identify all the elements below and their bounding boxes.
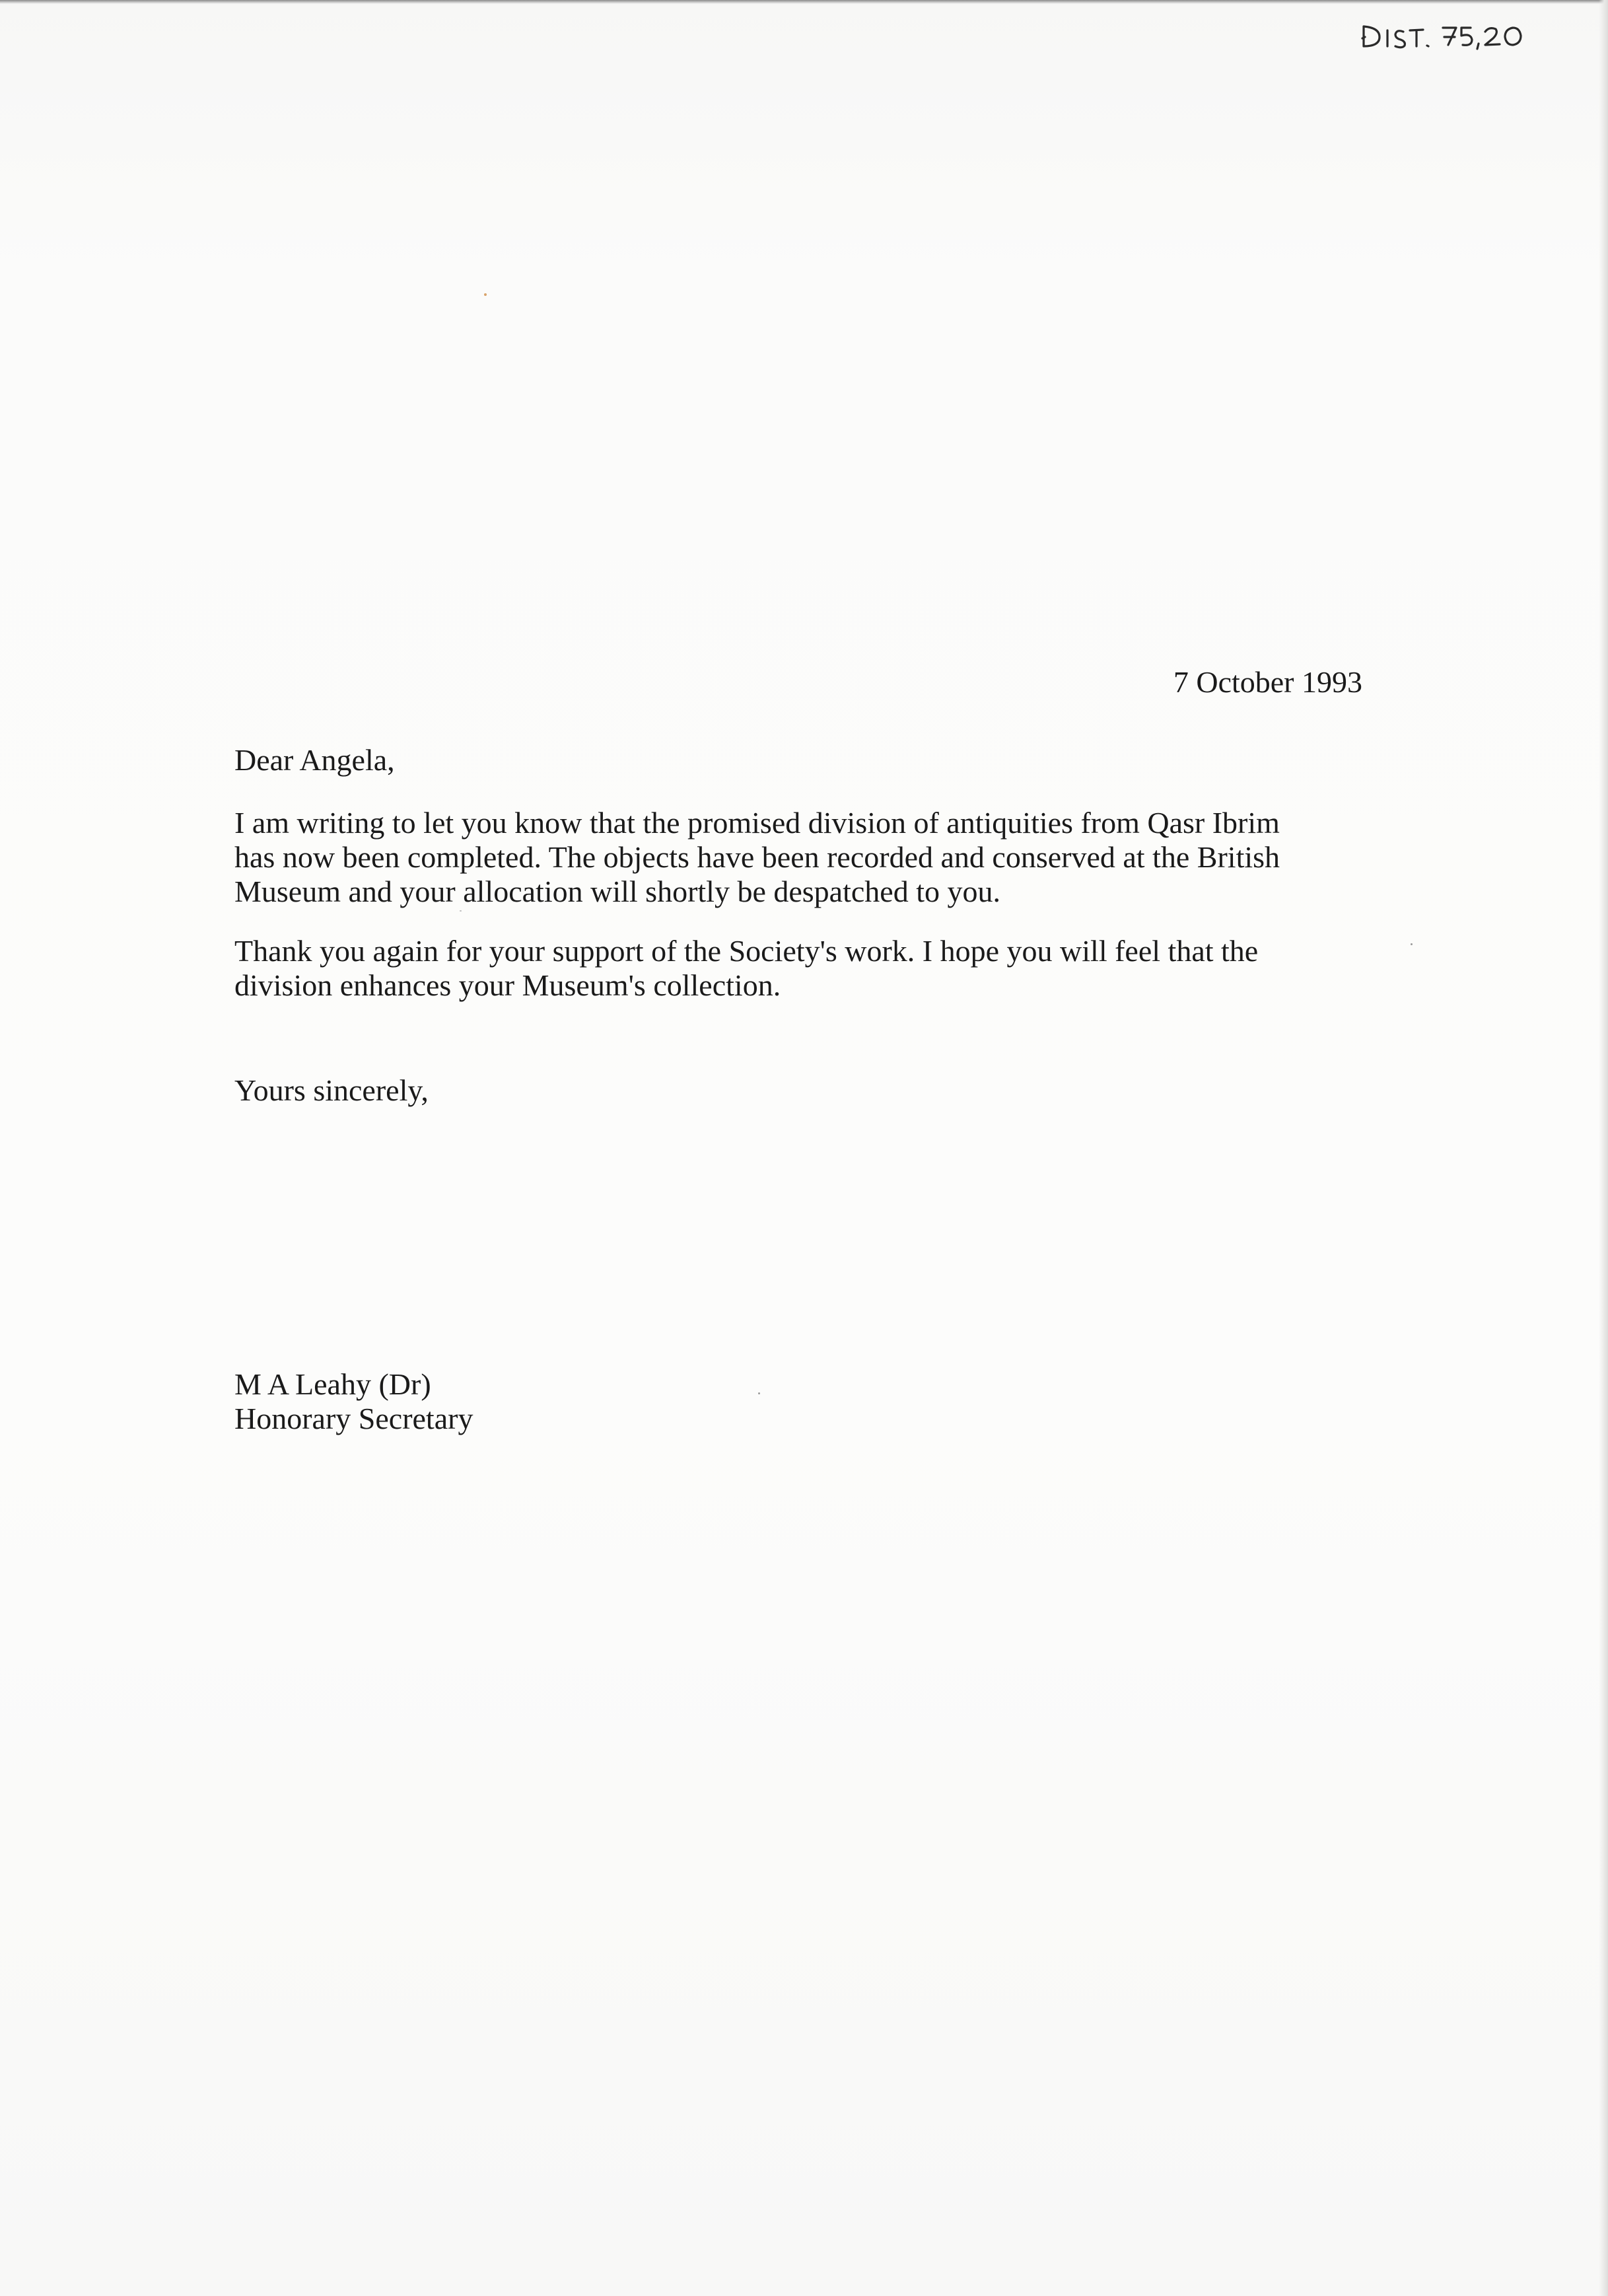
paper-top-edge — [0, 0, 1608, 4]
handwritten-reference-note — [1357, 12, 1542, 58]
letter-paragraph-2 — [234, 934, 1397, 1003]
handwritten-reference-drawing — [1357, 12, 1542, 58]
signature-block — [234, 1367, 473, 1436]
paper-speck — [758, 1392, 760, 1394]
paragraph-2-line: division enhances your Museum's collection. — [234, 968, 781, 1002]
paragraph-2-line: Thank you again for your support of the Society's work. I hope you will feel that the — [234, 934, 1259, 968]
paragraph-1-line: has now been completed. The objects have been recorded and conserved at the British — [234, 840, 1280, 874]
paper-speck — [460, 910, 462, 912]
paper-speck — [1411, 943, 1413, 945]
letter-closing: Yours sincerely, — [234, 1073, 429, 1107]
paragraph-1-line: Museum and your allocation will shortly be despatched to you. — [234, 875, 1000, 908]
letter-paragraph-1 — [234, 806, 1397, 909]
letter-date: 7 October 1993 — [1173, 665, 1362, 699]
signatory-title: Honorary Secretary — [234, 1402, 473, 1435]
letter-salutation: Dear Angela, — [234, 743, 395, 777]
signatory-name: M A Leahy (Dr) — [234, 1367, 431, 1401]
paper-speck — [484, 293, 487, 296]
paper-right-edge — [1599, 0, 1608, 2296]
paragraph-1-line: I am writing to let you know that the promised division of antiquities from Qasr Ibrim — [234, 806, 1280, 840]
